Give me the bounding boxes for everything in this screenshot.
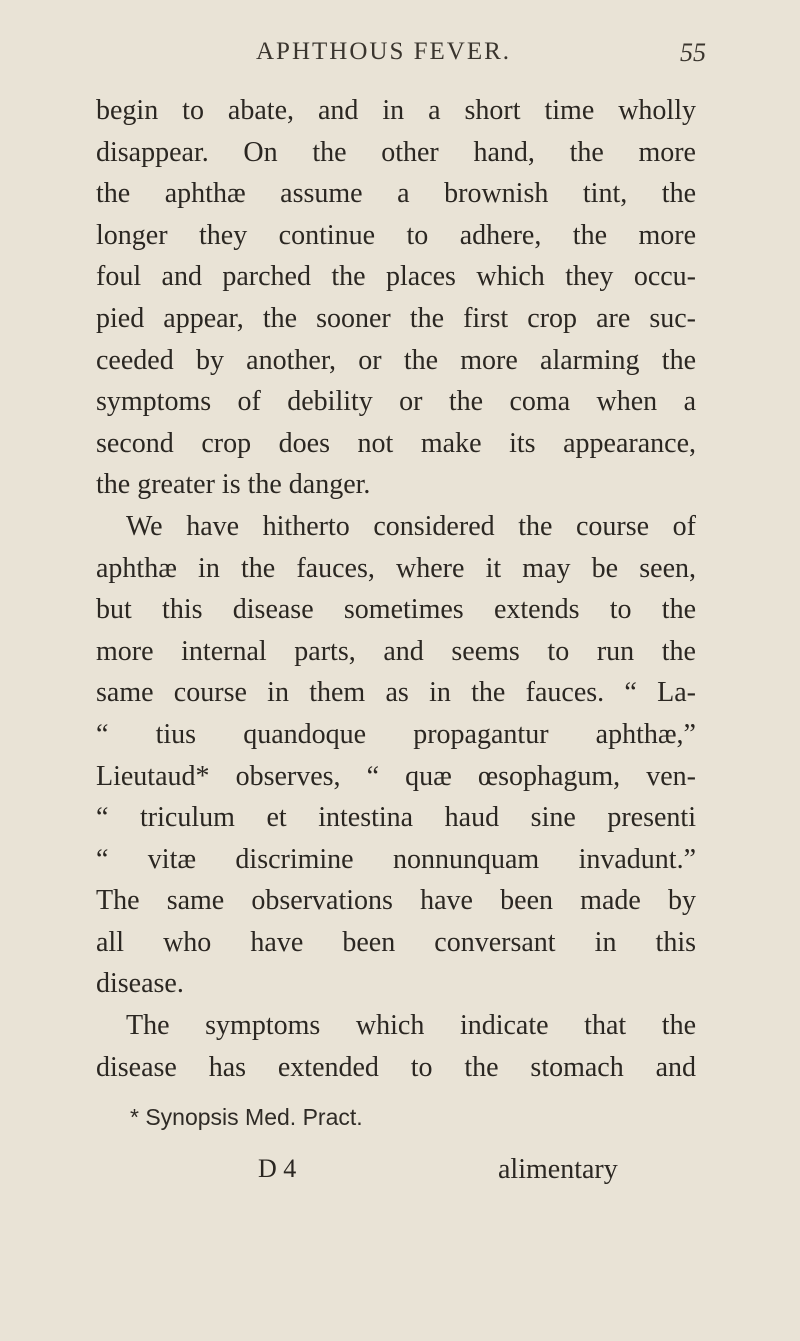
text-line: We have hitherto considered the course of xyxy=(126,510,696,542)
running-head: APHTHOUS FEVER. xyxy=(256,38,512,65)
text-line: pied appear, the sooner the first crop are suc- xyxy=(96,302,696,334)
text-line: “ triculum et intestina haud sine presenti xyxy=(96,802,696,834)
body-text xyxy=(96,90,696,1088)
text-line: ceeded by another, or the more alarming the xyxy=(96,344,696,376)
catchword: alimentary xyxy=(498,1154,618,1185)
footnote: * Synopsis Med. Pract. xyxy=(130,1104,363,1130)
text-line: more internal parts, and seems to run the xyxy=(96,635,696,667)
text-line: aphthæ in the fauces, where it may be seen, xyxy=(96,552,696,584)
text-line: begin to abate, and in a short time wholly xyxy=(96,95,696,126)
signature-mark: D 4 xyxy=(258,1154,297,1183)
text-line: The symptoms which indicate that the xyxy=(126,1010,696,1042)
text-line: symptoms of debility or the coma when a xyxy=(96,386,696,418)
text-line: second crop does not make its appearance, xyxy=(96,427,696,459)
page-number: 55 xyxy=(680,38,706,67)
text-line: same course in them as in the fauces. “ La- xyxy=(96,677,696,709)
text-line: “ tius quandoque propagantur aphthæ,” xyxy=(96,718,696,750)
page-footer xyxy=(0,1154,800,1194)
page-header xyxy=(0,38,800,78)
text-line: The same observations have been made by xyxy=(96,885,696,917)
text-line: but this disease sometimes extends to the xyxy=(96,594,696,626)
text-line: disappear. On the other hand, the more xyxy=(96,136,696,168)
text-line: Lieutaud* observes, “ quæ œsophagum, ven- xyxy=(96,760,696,792)
text-line: disease. xyxy=(96,968,184,1000)
text-line: “ vitæ discrimine nonnunquam invadunt.” xyxy=(96,843,696,875)
text-line: the greater is the danger. xyxy=(96,469,371,501)
text-line: disease has extended to the stomach and xyxy=(96,1051,696,1083)
text-line: all who have been conversant in this xyxy=(96,926,696,958)
text-line: the aphthæ assume a brownish tint, the xyxy=(96,178,696,210)
text-line: foul and parched the places which they occu- xyxy=(96,261,696,293)
text-line: longer they continue to adhere, the more xyxy=(96,219,696,251)
